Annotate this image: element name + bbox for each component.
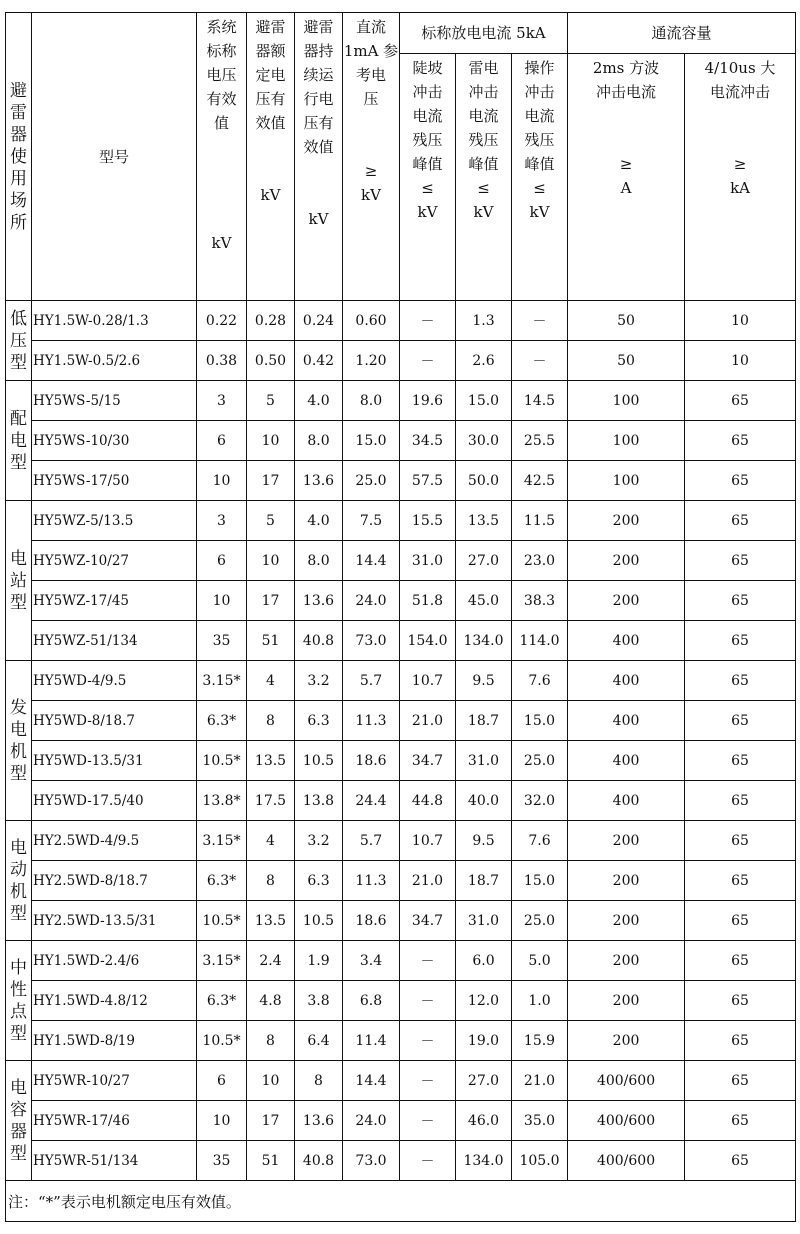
- cell-high-current: 65: [685, 1141, 796, 1181]
- cell-high-current: 65: [685, 1021, 796, 1061]
- cell-steep-residual: 21.0: [400, 861, 456, 901]
- cell-lightning-residual: 31.0: [456, 741, 512, 781]
- category-label: 配 电 型: [6, 381, 32, 501]
- cell-system-voltage: 10.5*: [197, 741, 247, 781]
- header-flow-capacity: 通流容量: [568, 13, 796, 54]
- cell-steep-residual: 10.7: [400, 821, 456, 861]
- cell-mcov: 8.0: [295, 541, 343, 581]
- cell-model: HY5WZ-5/13.5: [32, 501, 197, 541]
- cell-rated-voltage: 4: [247, 821, 295, 861]
- cell-lightning-residual: 40.0: [456, 781, 512, 821]
- cell-rated-voltage: 5: [247, 501, 295, 541]
- cell-steep-residual: －: [400, 341, 456, 381]
- header-steep-impulse-residual: 陡坡 冲击 电流 残压 峰值 ≤ kV: [400, 54, 456, 301]
- cell-mcov: 40.8: [295, 1141, 343, 1181]
- cell-mcov: 6.4: [295, 1021, 343, 1061]
- cell-rated-voltage: 4: [247, 661, 295, 701]
- cell-steep-residual: －: [400, 1141, 456, 1181]
- cell-steep-residual: －: [400, 301, 456, 341]
- cell-high-current: 65: [685, 901, 796, 941]
- cell-rated-voltage: 17: [247, 1101, 295, 1141]
- table-row: [6, 1021, 796, 1061]
- header-model: 型号: [32, 13, 197, 301]
- cell-model: HY2.5WD-4/9.5: [32, 821, 197, 861]
- cell-steep-residual: 44.8: [400, 781, 456, 821]
- cell-steep-residual: －: [400, 941, 456, 981]
- cell-mcov: 4.0: [295, 381, 343, 421]
- cell-mcov: 13.8: [295, 781, 343, 821]
- cell-lightning-residual: 46.0: [456, 1101, 512, 1141]
- cell-dc-ref-voltage: 15.0: [343, 421, 400, 461]
- cell-dc-ref-voltage: 24.4: [343, 781, 400, 821]
- cell-model: HY5WD-4/9.5: [32, 661, 197, 701]
- cell-dc-ref-voltage: 5.7: [343, 661, 400, 701]
- cell-square-wave-current: 200: [568, 901, 685, 941]
- cell-switching-residual: －: [512, 301, 568, 341]
- cell-lightning-residual: 31.0: [456, 901, 512, 941]
- cell-high-current: 65: [685, 581, 796, 621]
- cell-rated-voltage: 13.5: [247, 901, 295, 941]
- cell-system-voltage: 6: [197, 541, 247, 581]
- cell-mcov: 3.8: [295, 981, 343, 1021]
- cell-dc-ref-voltage: 6.8: [343, 981, 400, 1021]
- cell-switching-residual: 105.0: [512, 1141, 568, 1181]
- cell-model: HY2.5WD-13.5/31: [32, 901, 197, 941]
- header-continuous-operating-voltage: 避雷 器持 续运 行电 压有 效值 kV: [295, 13, 343, 301]
- cell-mcov: 6.3: [295, 701, 343, 741]
- cell-lightning-residual: 6.0: [456, 941, 512, 981]
- cell-switching-residual: 25.0: [512, 901, 568, 941]
- cell-dc-ref-voltage: 18.6: [343, 901, 400, 941]
- category-label: 发 电 机 型: [6, 661, 32, 821]
- cell-system-voltage: 3.15*: [197, 941, 247, 981]
- table-row: [6, 1061, 796, 1101]
- cell-high-current: 65: [685, 741, 796, 781]
- table-body: [6, 301, 796, 1181]
- cell-model: HY5WS-10/30: [32, 421, 197, 461]
- cell-model: HY5WZ-17/45: [32, 581, 197, 621]
- category-label: 中 性 点 型: [6, 941, 32, 1061]
- header-usage-category: 避 雷 器 使 用 场 所: [6, 13, 32, 301]
- cell-steep-residual: 154.0: [400, 621, 456, 661]
- table-footnote: 注：“*”表示电机额定电压有效值。: [6, 1181, 796, 1222]
- cell-square-wave-current: 400: [568, 781, 685, 821]
- cell-mcov: 4.0: [295, 501, 343, 541]
- cell-system-voltage: 6.3*: [197, 981, 247, 1021]
- cell-dc-ref-voltage: 73.0: [343, 621, 400, 661]
- cell-mcov: 0.24: [295, 301, 343, 341]
- category-label: 电 容 器 型: [6, 1061, 32, 1181]
- cell-dc-ref-voltage: 14.4: [343, 541, 400, 581]
- cell-switching-residual: 5.0: [512, 941, 568, 981]
- cell-mcov: 13.6: [295, 461, 343, 501]
- cell-switching-residual: 38.3: [512, 581, 568, 621]
- cell-model: HY5WR-51/134: [32, 1141, 197, 1181]
- table-row: [6, 701, 796, 741]
- cell-model: HY5WS-5/15: [32, 381, 197, 421]
- cell-mcov: 40.8: [295, 621, 343, 661]
- cell-model: HY1.5W-0.5/2.6: [32, 341, 197, 381]
- cell-square-wave-current: 100: [568, 461, 685, 501]
- cell-dc-ref-voltage: 5.7: [343, 821, 400, 861]
- cell-rated-voltage: 4.8: [247, 981, 295, 1021]
- cell-high-current: 65: [685, 1061, 796, 1101]
- cell-model: HY5WD-13.5/31: [32, 741, 197, 781]
- cell-system-voltage: 6: [197, 421, 247, 461]
- header-lightning-impulse-residual: 雷电 冲击 电流 残压 峰值 ≤ kV: [456, 54, 512, 301]
- cell-high-current: 65: [685, 1101, 796, 1141]
- cell-square-wave-current: 400: [568, 621, 685, 661]
- cell-square-wave-current: 400/600: [568, 1061, 685, 1101]
- cell-square-wave-current: 100: [568, 421, 685, 461]
- cell-rated-voltage: 10: [247, 1061, 295, 1101]
- cell-switching-residual: 1.0: [512, 981, 568, 1021]
- cell-model: HY5WD-8/18.7: [32, 701, 197, 741]
- table-row: [6, 581, 796, 621]
- table-row: [6, 861, 796, 901]
- cell-lightning-residual: 9.5: [456, 821, 512, 861]
- cell-lightning-residual: 9.5: [456, 661, 512, 701]
- header-nominal-discharge-current: 标称放电电流 5kA: [400, 13, 568, 54]
- cell-system-voltage: 6.3*: [197, 861, 247, 901]
- category-label: 电 动 机 型: [6, 821, 32, 941]
- cell-system-voltage: 6: [197, 1061, 247, 1101]
- cell-dc-ref-voltage: 8.0: [343, 381, 400, 421]
- cell-switching-residual: 23.0: [512, 541, 568, 581]
- cell-lightning-residual: 45.0: [456, 581, 512, 621]
- cell-model: HY5WZ-51/134: [32, 621, 197, 661]
- header-switching-impulse-residual: 操作 冲击 电流 残压 峰值 ≤ kV: [512, 54, 568, 301]
- cell-lightning-residual: 27.0: [456, 541, 512, 581]
- cell-rated-voltage: 10: [247, 541, 295, 581]
- cell-dc-ref-voltage: 24.0: [343, 1101, 400, 1141]
- cell-switching-residual: 25.5: [512, 421, 568, 461]
- cell-square-wave-current: 200: [568, 861, 685, 901]
- cell-mcov: 10.5: [295, 741, 343, 781]
- cell-lightning-residual: 18.7: [456, 701, 512, 741]
- cell-high-current: 65: [685, 701, 796, 741]
- cell-switching-residual: 15.0: [512, 701, 568, 741]
- cell-dc-ref-voltage: 11.3: [343, 861, 400, 901]
- cell-square-wave-current: 200: [568, 581, 685, 621]
- cell-system-voltage: 3: [197, 501, 247, 541]
- cell-dc-ref-voltage: 1.20: [343, 341, 400, 381]
- cell-model: HY5WR-17/46: [32, 1101, 197, 1141]
- cell-mcov: 13.6: [295, 1101, 343, 1141]
- cell-lightning-residual: 1.3: [456, 301, 512, 341]
- cell-system-voltage: 3.15*: [197, 661, 247, 701]
- cell-rated-voltage: 0.28: [247, 301, 295, 341]
- cell-system-voltage: 3.15*: [197, 821, 247, 861]
- cell-square-wave-current: 200: [568, 501, 685, 541]
- cell-lightning-residual: 2.6: [456, 341, 512, 381]
- cell-square-wave-current: 400/600: [568, 1141, 685, 1181]
- table-row: [6, 381, 796, 421]
- cell-high-current: 65: [685, 461, 796, 501]
- cell-rated-voltage: 17: [247, 581, 295, 621]
- table-row: [6, 741, 796, 781]
- table-row: [6, 821, 796, 861]
- cell-rated-voltage: 0.50: [247, 341, 295, 381]
- cell-system-voltage: 13.8*: [197, 781, 247, 821]
- cell-switching-residual: 32.0: [512, 781, 568, 821]
- cell-square-wave-current: 400: [568, 701, 685, 741]
- cell-mcov: 3.2: [295, 821, 343, 861]
- table-row: [6, 301, 796, 341]
- cell-high-current: 65: [685, 981, 796, 1021]
- cell-dc-ref-voltage: 11.3: [343, 701, 400, 741]
- cell-square-wave-current: 50: [568, 341, 685, 381]
- cell-system-voltage: 10.5*: [197, 901, 247, 941]
- cell-system-voltage: 10.5*: [197, 1021, 247, 1061]
- cell-model: HY5WD-17.5/40: [32, 781, 197, 821]
- cell-lightning-residual: 13.5: [456, 501, 512, 541]
- cell-dc-ref-voltage: 11.4: [343, 1021, 400, 1061]
- table-row: [6, 621, 796, 661]
- cell-square-wave-current: 200: [568, 1021, 685, 1061]
- cell-system-voltage: 6.3*: [197, 701, 247, 741]
- cell-switching-residual: 114.0: [512, 621, 568, 661]
- cell-square-wave-current: 100: [568, 381, 685, 421]
- cell-dc-ref-voltage: 3.4: [343, 941, 400, 981]
- cell-lightning-residual: 15.0: [456, 381, 512, 421]
- cell-high-current: 65: [685, 501, 796, 541]
- cell-switching-residual: 7.6: [512, 661, 568, 701]
- cell-lightning-residual: 134.0: [456, 1141, 512, 1181]
- cell-steep-residual: －: [400, 981, 456, 1021]
- cell-square-wave-current: 200: [568, 981, 685, 1021]
- cell-mcov: 1.9: [295, 941, 343, 981]
- cell-switching-residual: 15.9: [512, 1021, 568, 1061]
- cell-lightning-residual: 30.0: [456, 421, 512, 461]
- cell-lightning-residual: 19.0: [456, 1021, 512, 1061]
- category-label: 低 压 型: [6, 301, 32, 381]
- cell-square-wave-current: 200: [568, 541, 685, 581]
- cell-rated-voltage: 2.4: [247, 941, 295, 981]
- cell-mcov: 8.0: [295, 421, 343, 461]
- table-row: [6, 341, 796, 381]
- cell-dc-ref-voltage: 18.6: [343, 741, 400, 781]
- cell-steep-residual: 21.0: [400, 701, 456, 741]
- cell-square-wave-current: 400: [568, 661, 685, 701]
- cell-system-voltage: 35: [197, 1141, 247, 1181]
- cell-steep-residual: －: [400, 1101, 456, 1141]
- cell-square-wave-current: 400/600: [568, 1101, 685, 1141]
- cell-steep-residual: 31.0: [400, 541, 456, 581]
- cell-dc-ref-voltage: 25.0: [343, 461, 400, 501]
- cell-model: HY2.5WD-8/18.7: [32, 861, 197, 901]
- cell-square-wave-current: 400: [568, 741, 685, 781]
- cell-lightning-residual: 134.0: [456, 621, 512, 661]
- cell-high-current: 65: [685, 861, 796, 901]
- cell-steep-residual: 10.7: [400, 661, 456, 701]
- cell-model: HY1.5WD-4.8/12: [32, 981, 197, 1021]
- cell-steep-residual: 34.7: [400, 901, 456, 941]
- cell-high-current: 65: [685, 381, 796, 421]
- cell-high-current: 10: [685, 341, 796, 381]
- cell-steep-residual: 15.5: [400, 501, 456, 541]
- cell-model: HY5WR-10/27: [32, 1061, 197, 1101]
- header-system-nominal-voltage: 系统 标称 电压 有效 值 kV: [197, 13, 247, 301]
- cell-high-current: 65: [685, 621, 796, 661]
- cell-rated-voltage: 8: [247, 1021, 295, 1061]
- cell-mcov: 8: [295, 1061, 343, 1101]
- cell-steep-residual: 34.5: [400, 421, 456, 461]
- cell-mcov: 10.5: [295, 901, 343, 941]
- cell-switching-residual: 7.6: [512, 821, 568, 861]
- cell-high-current: 10: [685, 301, 796, 341]
- cell-lightning-residual: 12.0: [456, 981, 512, 1021]
- cell-switching-residual: 42.5: [512, 461, 568, 501]
- cell-dc-ref-voltage: 7.5: [343, 501, 400, 541]
- cell-rated-voltage: 51: [247, 1141, 295, 1181]
- cell-high-current: 65: [685, 781, 796, 821]
- cell-switching-residual: －: [512, 341, 568, 381]
- cell-lightning-residual: 18.7: [456, 861, 512, 901]
- cell-steep-residual: 57.5: [400, 461, 456, 501]
- cell-model: HY1.5W-0.28/1.3: [32, 301, 197, 341]
- table-row: [6, 981, 796, 1021]
- cell-square-wave-current: 200: [568, 821, 685, 861]
- cell-switching-residual: 25.0: [512, 741, 568, 781]
- cell-rated-voltage: 17.5: [247, 781, 295, 821]
- header-2ms-square-wave-current: 2ms 方波 冲击电流 ≥ A: [568, 54, 685, 301]
- table-row: [6, 1141, 796, 1181]
- cell-steep-residual: 51.8: [400, 581, 456, 621]
- table-row: [6, 461, 796, 501]
- table-row: [6, 941, 796, 981]
- cell-model: HY1.5WD-8/19: [32, 1021, 197, 1061]
- cell-model: HY5WS-17/50: [32, 461, 197, 501]
- cell-square-wave-current: 50: [568, 301, 685, 341]
- cell-model: HY1.5WD-2.4/6: [32, 941, 197, 981]
- cell-dc-ref-voltage: 73.0: [343, 1141, 400, 1181]
- cell-rated-voltage: 10: [247, 421, 295, 461]
- cell-dc-ref-voltage: 0.60: [343, 301, 400, 341]
- cell-square-wave-current: 200: [568, 941, 685, 981]
- cell-system-voltage: 10: [197, 1101, 247, 1141]
- table-row: [6, 781, 796, 821]
- cell-system-voltage: 3: [197, 381, 247, 421]
- cell-steep-residual: －: [400, 1021, 456, 1061]
- cell-high-current: 65: [685, 941, 796, 981]
- cell-rated-voltage: 5: [247, 381, 295, 421]
- cell-dc-ref-voltage: 24.0: [343, 581, 400, 621]
- cell-lightning-residual: 27.0: [456, 1061, 512, 1101]
- cell-rated-voltage: 17: [247, 461, 295, 501]
- cell-high-current: 65: [685, 661, 796, 701]
- cell-mcov: 6.3: [295, 861, 343, 901]
- table-row: [6, 501, 796, 541]
- table-row: [6, 661, 796, 701]
- table-row: [6, 1101, 796, 1141]
- cell-system-voltage: 10: [197, 461, 247, 501]
- cell-switching-residual: 14.5: [512, 381, 568, 421]
- cell-system-voltage: 35: [197, 621, 247, 661]
- cell-switching-residual: 15.0: [512, 861, 568, 901]
- cell-high-current: 65: [685, 421, 796, 461]
- header-rated-voltage: 避雷 器额 定电 压有 效值 kV: [247, 13, 295, 301]
- cell-high-current: 65: [685, 821, 796, 861]
- cell-steep-residual: 19.6: [400, 381, 456, 421]
- arrester-spec-table: [5, 12, 796, 1222]
- cell-system-voltage: 10: [197, 581, 247, 621]
- cell-system-voltage: 0.38: [197, 341, 247, 381]
- cell-switching-residual: 21.0: [512, 1061, 568, 1101]
- header-dc-reference-voltage: 直流 1mA 参 考电 压 ≥ kV: [343, 13, 400, 301]
- cell-high-current: 65: [685, 541, 796, 581]
- cell-model: HY5WZ-10/27: [32, 541, 197, 581]
- cell-steep-residual: －: [400, 1061, 456, 1101]
- table-row: [6, 421, 796, 461]
- cell-rated-voltage: 51: [247, 621, 295, 661]
- table-row: [6, 541, 796, 581]
- category-label: 电 站 型: [6, 501, 32, 661]
- cell-mcov: 0.42: [295, 341, 343, 381]
- cell-rated-voltage: 13.5: [247, 741, 295, 781]
- cell-rated-voltage: 8: [247, 861, 295, 901]
- cell-rated-voltage: 8: [247, 701, 295, 741]
- table-row: [6, 901, 796, 941]
- cell-switching-residual: 11.5: [512, 501, 568, 541]
- cell-lightning-residual: 50.0: [456, 461, 512, 501]
- cell-mcov: 3.2: [295, 661, 343, 701]
- cell-mcov: 13.6: [295, 581, 343, 621]
- cell-system-voltage: 0.22: [197, 301, 247, 341]
- cell-dc-ref-voltage: 14.4: [343, 1061, 400, 1101]
- header-4-10us-high-current: 4/10us 大 电流冲击 ≥ kA: [685, 54, 796, 301]
- cell-steep-residual: 34.7: [400, 741, 456, 781]
- cell-switching-residual: 35.0: [512, 1101, 568, 1141]
